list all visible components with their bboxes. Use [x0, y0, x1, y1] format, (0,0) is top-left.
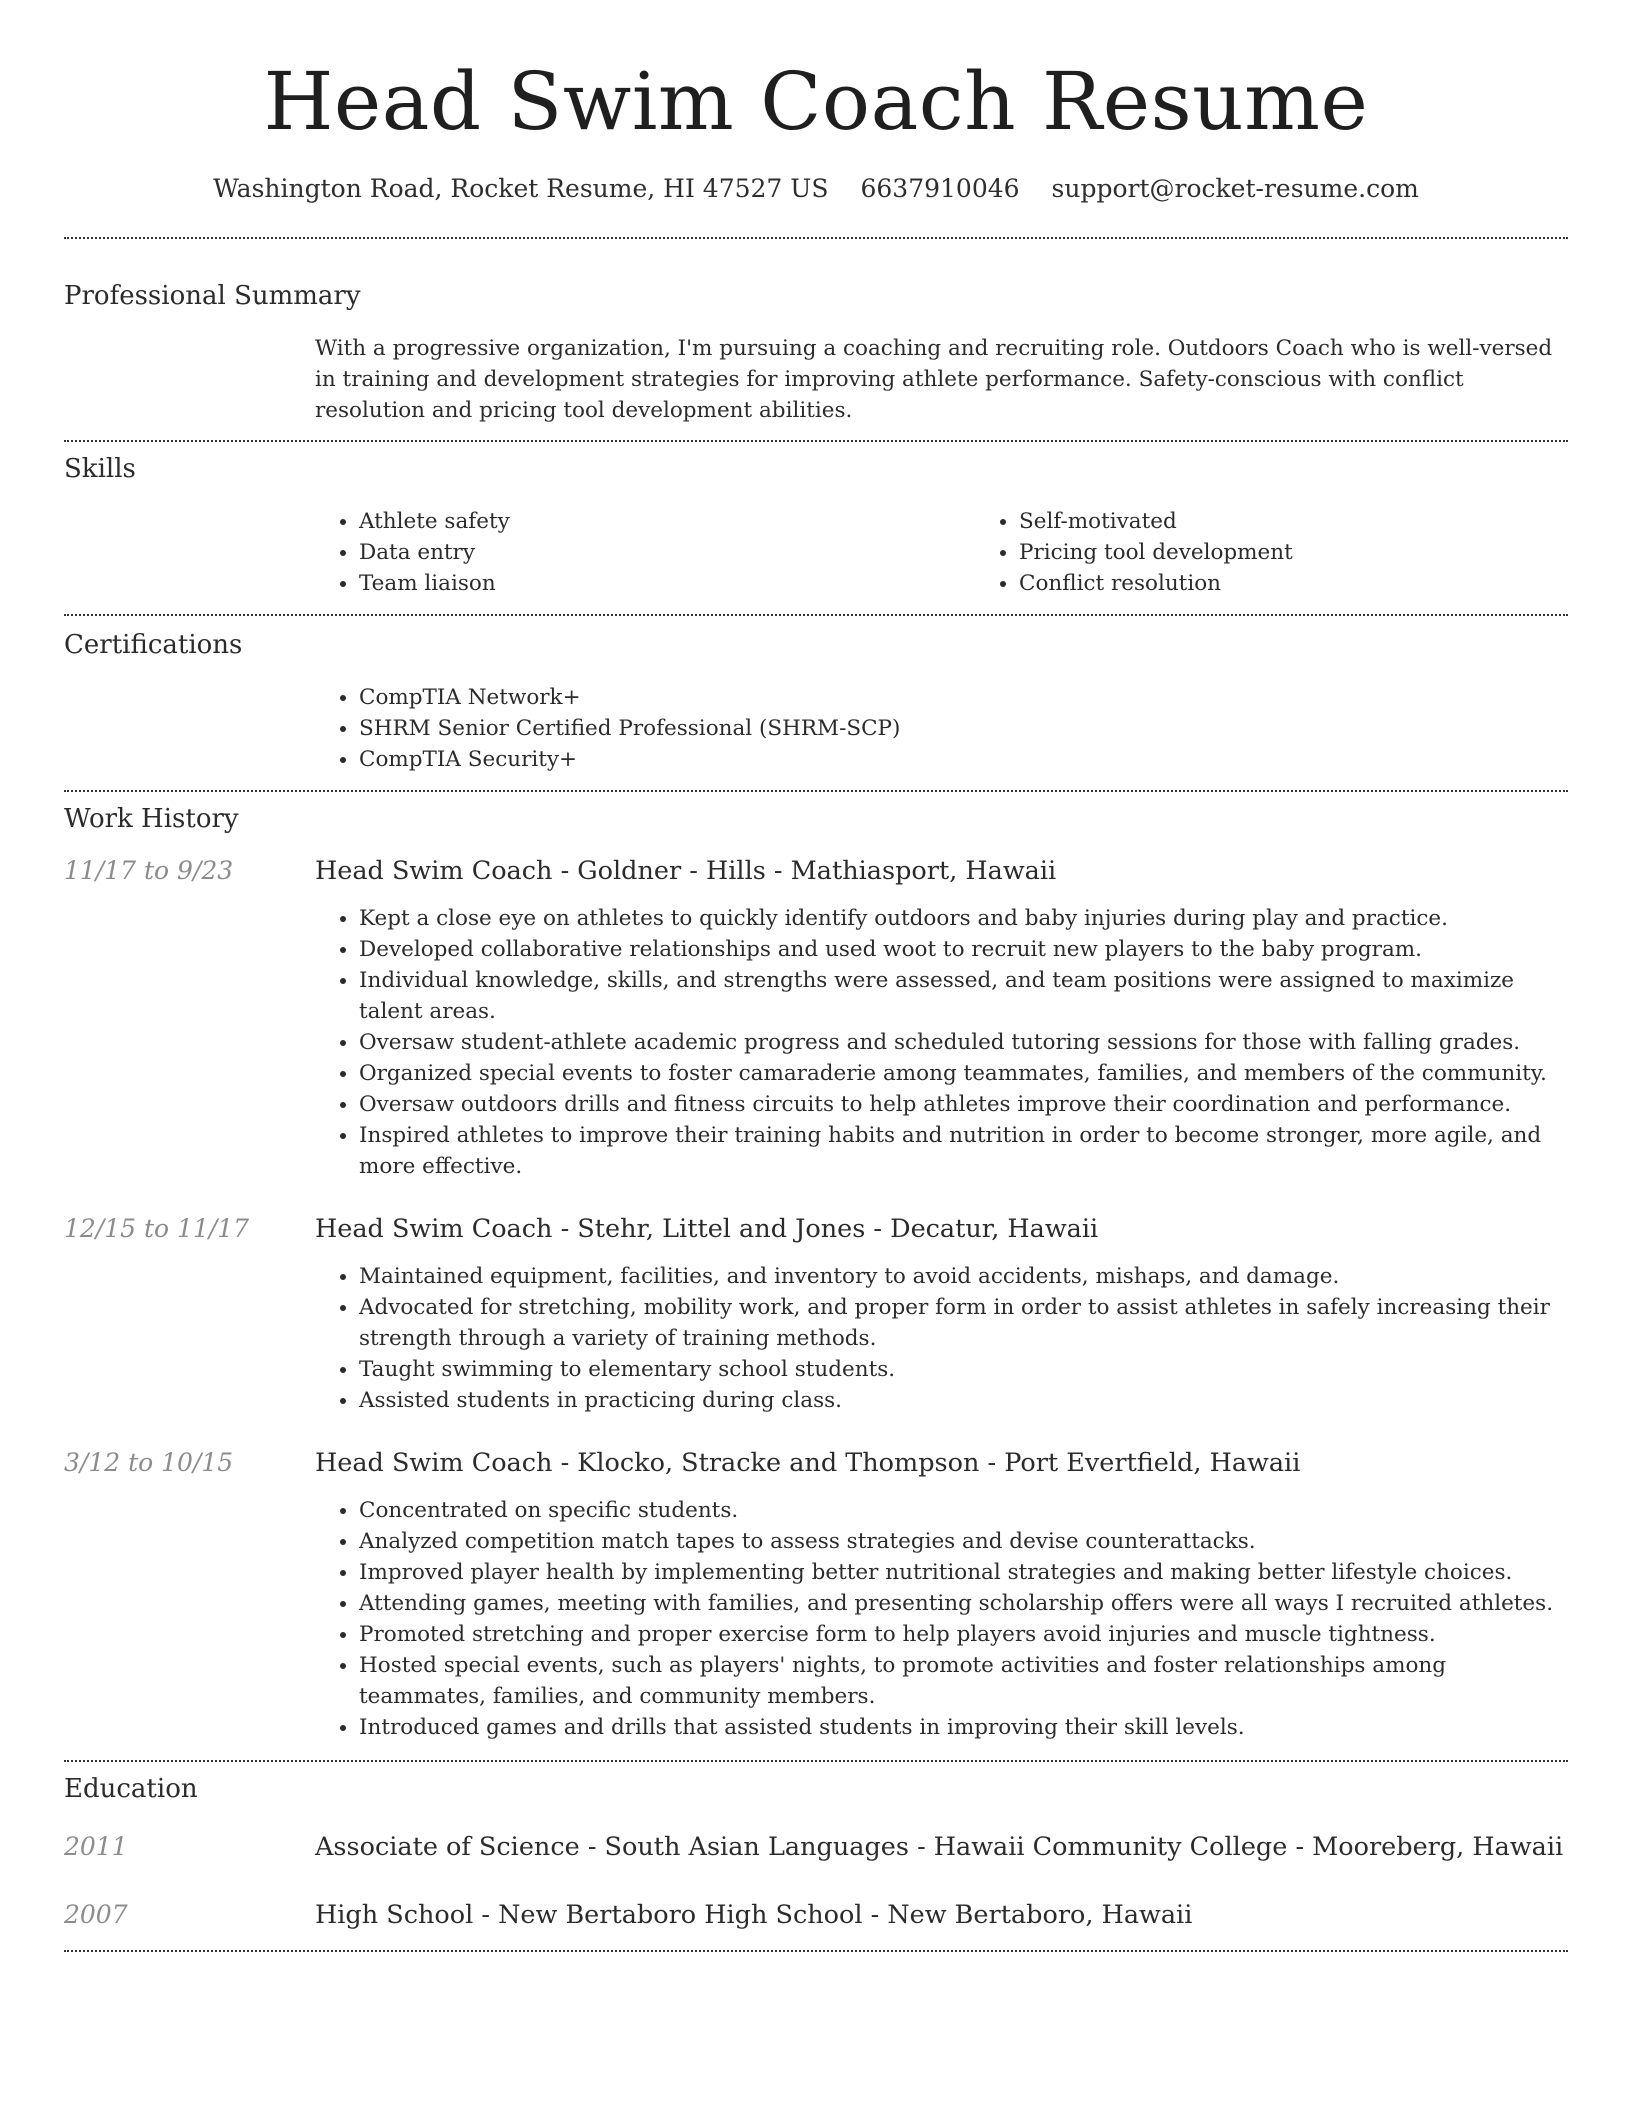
- job-bullet: • Analyzed competition match tapes to assess strategies and devise counterattacks.: [359, 1526, 1568, 1557]
- job-bullet: • Hosted special events, such as players' nights, to promote activities and foster relationships among teammates, families, and community members.: [359, 1650, 1568, 1712]
- contact-line: [64, 174, 1568, 203]
- job-entry: [64, 1212, 1568, 1416]
- job-bullet: • Promoted stretching and proper exercise form to help players avoid injuries and muscle tightness.: [359, 1619, 1568, 1650]
- education-year: 2011: [64, 1832, 128, 1861]
- job-bullet: • Oversaw student-athlete academic progress and scheduled tutoring sessions for those with falling grades.: [359, 1027, 1568, 1058]
- certification-item: • CompTIA Network+: [359, 682, 1568, 713]
- job-title: Head Swim Coach - Klocko, Stracke and Thompson - Port Evertfield, Hawaii: [315, 1448, 1301, 1478]
- education-section: [64, 1762, 1568, 1932]
- skills-section: [64, 442, 1568, 599]
- job-bullet: • Advocated for stretching, mobility work, and proper form in order to assist athletes in safely increasing their strength through a variety of training methods.: [359, 1292, 1568, 1354]
- job-bullet: • Organized special events to foster camaraderie among teammates, families, and members of the community.: [359, 1058, 1568, 1089]
- job-bullet: • Assisted students in practicing during class.: [359, 1385, 1568, 1416]
- contact-phone: 6637910046: [860, 174, 1020, 203]
- work-section: [64, 792, 1568, 1743]
- skill-item: • Data entry: [359, 537, 975, 568]
- job-bullet: • Improved player health by implementing better nutritional strategies and making better lifestyle choices.: [359, 1557, 1568, 1588]
- job-entry: [64, 1446, 1568, 1743]
- job-title: Head Swim Coach - Goldner - Hills - Mathiasport, Hawaii: [315, 856, 1057, 886]
- job-bullet: • Oversaw outdoors drills and fitness circuits to help athletes improve their coordination and performance.: [359, 1089, 1568, 1120]
- education-entry: [64, 1898, 1568, 1932]
- job-dates: 12/15 to 11/17: [64, 1214, 250, 1243]
- certification-item: • CompTIA Security+: [359, 744, 1568, 775]
- job-bullet: • Kept a close eye on athletes to quickly identify outdoors and baby injuries during play and practice.: [359, 903, 1568, 934]
- job-bullet: • Concentrated on specific students.: [359, 1495, 1568, 1526]
- summary-section: [64, 239, 1568, 426]
- skills-list-left: [315, 506, 975, 599]
- job-bullet: • Inspired athletes to improve their training habits and nutrition in order to become stronger, more agile, and more effective.: [359, 1120, 1568, 1182]
- certifications-section: [64, 616, 1568, 775]
- education-detail: High School - New Bertaboro High School - New Bertaboro, Hawaii: [315, 1900, 1193, 1930]
- job-dates: 3/12 to 10/15: [64, 1448, 234, 1477]
- skill-item: • Self-motivated: [1019, 506, 1632, 537]
- certifications-heading: Certifications: [64, 630, 243, 660]
- education-detail: Associate of Science - South Asian Languages - Hawaii Community College - Mooreberg, Hawaii: [315, 1832, 1564, 1862]
- job-bullets: [315, 1261, 1568, 1416]
- skill-item: • Team liaison: [359, 568, 975, 599]
- skill-item: • Conflict resolution: [1019, 568, 1632, 599]
- resume-title: Head Swim Coach Resume: [263, 55, 1369, 148]
- summary-heading: Professional Summary: [64, 281, 361, 311]
- education-year: 2007: [64, 1900, 128, 1929]
- job-entry: [64, 854, 1568, 1182]
- summary-text: With a progressive organization, I'm pursuing a coaching and recruiting role. Outdoors Coach who is well-versed in training and development strategies for improving athlete performance. Safety-conscious with conflict resolution and pricing tool development abilities.: [315, 336, 1553, 423]
- job-bullets: [315, 1495, 1568, 1743]
- certifications-list: [315, 682, 1568, 775]
- job-bullet: • Individual knowledge, skills, and strengths were assessed, and team positions were assigned to maximize talent areas.: [359, 965, 1568, 1027]
- education-heading: Education: [64, 1774, 198, 1804]
- job-title: Head Swim Coach - Stehr, Littel and Jones - Decatur, Hawaii: [315, 1214, 1099, 1244]
- education-entry: [64, 1830, 1568, 1864]
- job-bullets: [315, 903, 1568, 1182]
- job-bullet: • Maintained equipment, facilities, and inventory to avoid accidents, mishaps, and damage.: [359, 1261, 1568, 1292]
- certification-item: • SHRM Senior Certified Professional (SHRM-SCP): [359, 713, 1568, 744]
- skills-heading: Skills: [64, 454, 136, 484]
- contact-email: support@rocket-resume.com: [1051, 174, 1419, 203]
- job-bullet: • Attending games, meeting with families, and presenting scholarship offers were all ways I recruited athletes.: [359, 1588, 1568, 1619]
- job-bullet: • Developed collaborative relationships and used woot to recruit new players to the baby program.: [359, 934, 1568, 965]
- skills-list-right: [975, 506, 1632, 599]
- skill-item: • Athlete safety: [359, 506, 975, 537]
- job-dates: 11/17 to 9/23: [64, 856, 234, 885]
- job-bullet: • Introduced games and drills that assisted students in improving their skill levels.: [359, 1712, 1568, 1743]
- contact-address: Washington Road, Rocket Resume, HI 47527 US: [213, 174, 829, 203]
- divider: [64, 1950, 1568, 1952]
- job-bullet: • Taught swimming to elementary school students.: [359, 1354, 1568, 1385]
- work-heading: Work History: [64, 804, 239, 834]
- skill-item: • Pricing tool development: [1019, 537, 1632, 568]
